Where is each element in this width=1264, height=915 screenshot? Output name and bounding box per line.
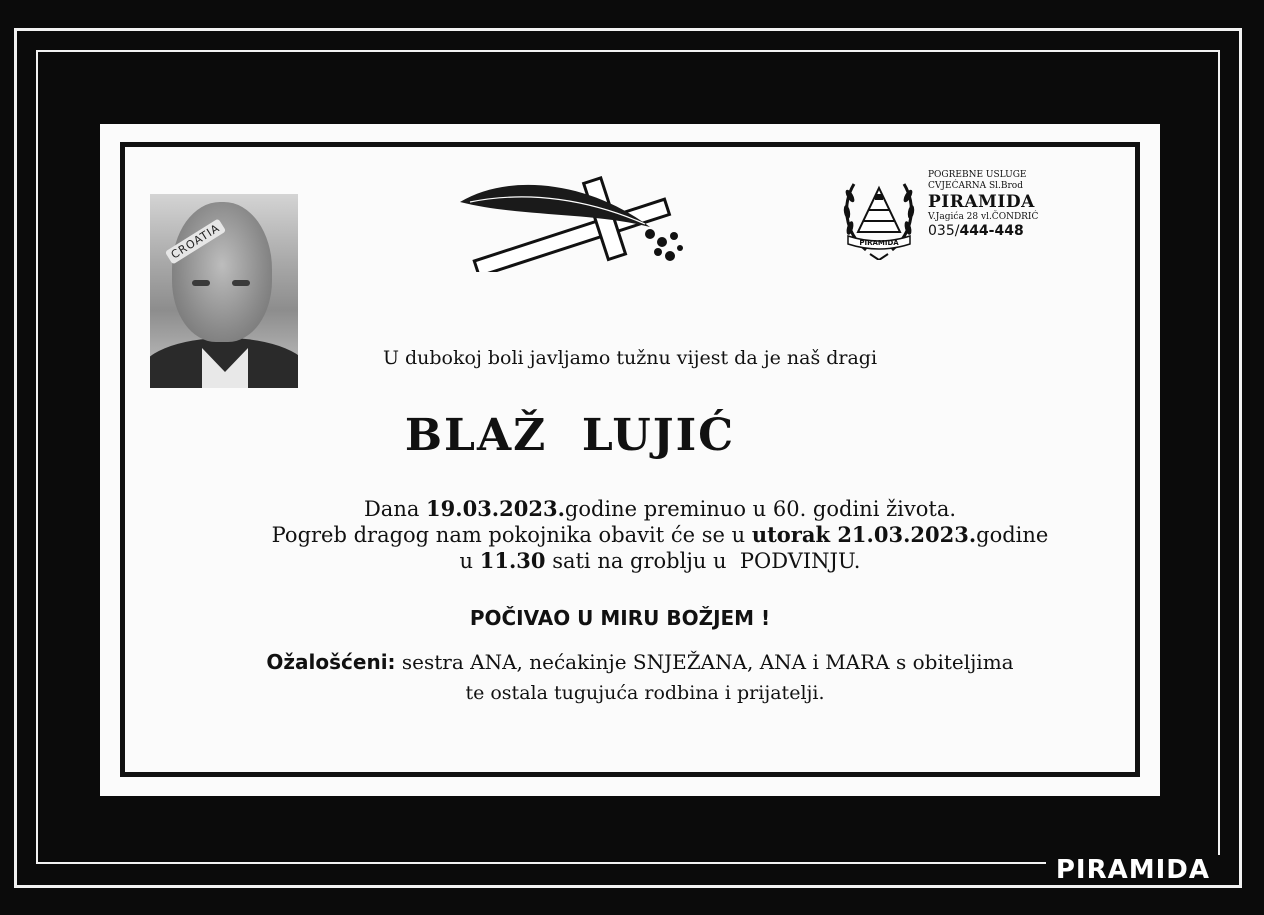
photo-head	[172, 202, 272, 342]
photo-eye-left	[192, 280, 210, 286]
closing-line: te ostala tugujuća rodbina i prijatelji.	[465, 682, 825, 704]
emblem-ribbon-text: PIRAMIDA	[859, 239, 899, 247]
laurel-wreath-icon	[840, 174, 918, 260]
rest-in-peace-text: POČIVAO U MIRU BOŽJEM !	[469, 606, 771, 630]
funeral-home-name: PIRAMIDA	[928, 192, 1035, 212]
photo-cap-text: CROATIA	[165, 218, 226, 264]
funeral-home-florist: CVJEĆARNA Sl.Brod	[928, 181, 1023, 191]
funeral-home-text	[928, 170, 1058, 240]
obituary-card	[100, 124, 1160, 796]
funeral-date-line: Pogreb dragog nam pokojnika obavit će se u utorak 21.03.2023.godine	[271, 522, 1049, 547]
intro-text: U dubokoj boli javljamo tužnu vijest da je naš dragi	[382, 347, 878, 369]
funeral-home-block	[840, 170, 1050, 260]
cross-with-palm-icon	[450, 172, 690, 272]
funeral-home-address: V.Jagića 28 vl.ČONDRIĆ	[928, 212, 1039, 222]
funeral-home-phone: 035/444-448	[928, 223, 1024, 239]
funeral-home-service: POGREBNE USLUGE	[928, 170, 1027, 180]
death-date-line: Dana 19.03.2023.godine preminuo u 60. godini života.	[363, 496, 957, 521]
funeral-place-line: u 11.30 sati na groblju u PODVINJU.	[459, 548, 861, 573]
mourners-line: Ožalošćeni: sestra ANA, nećakinje SNJEŽANA, ANA i MARA s obiteljima	[266, 650, 1014, 674]
pyramid-logo-icon	[858, 188, 900, 232]
photo-eye-right	[232, 280, 250, 286]
deceased-name: BLAŽ LUJIĆ	[404, 410, 736, 461]
footer-brand-logo: PIRAMIDA	[1046, 855, 1220, 885]
